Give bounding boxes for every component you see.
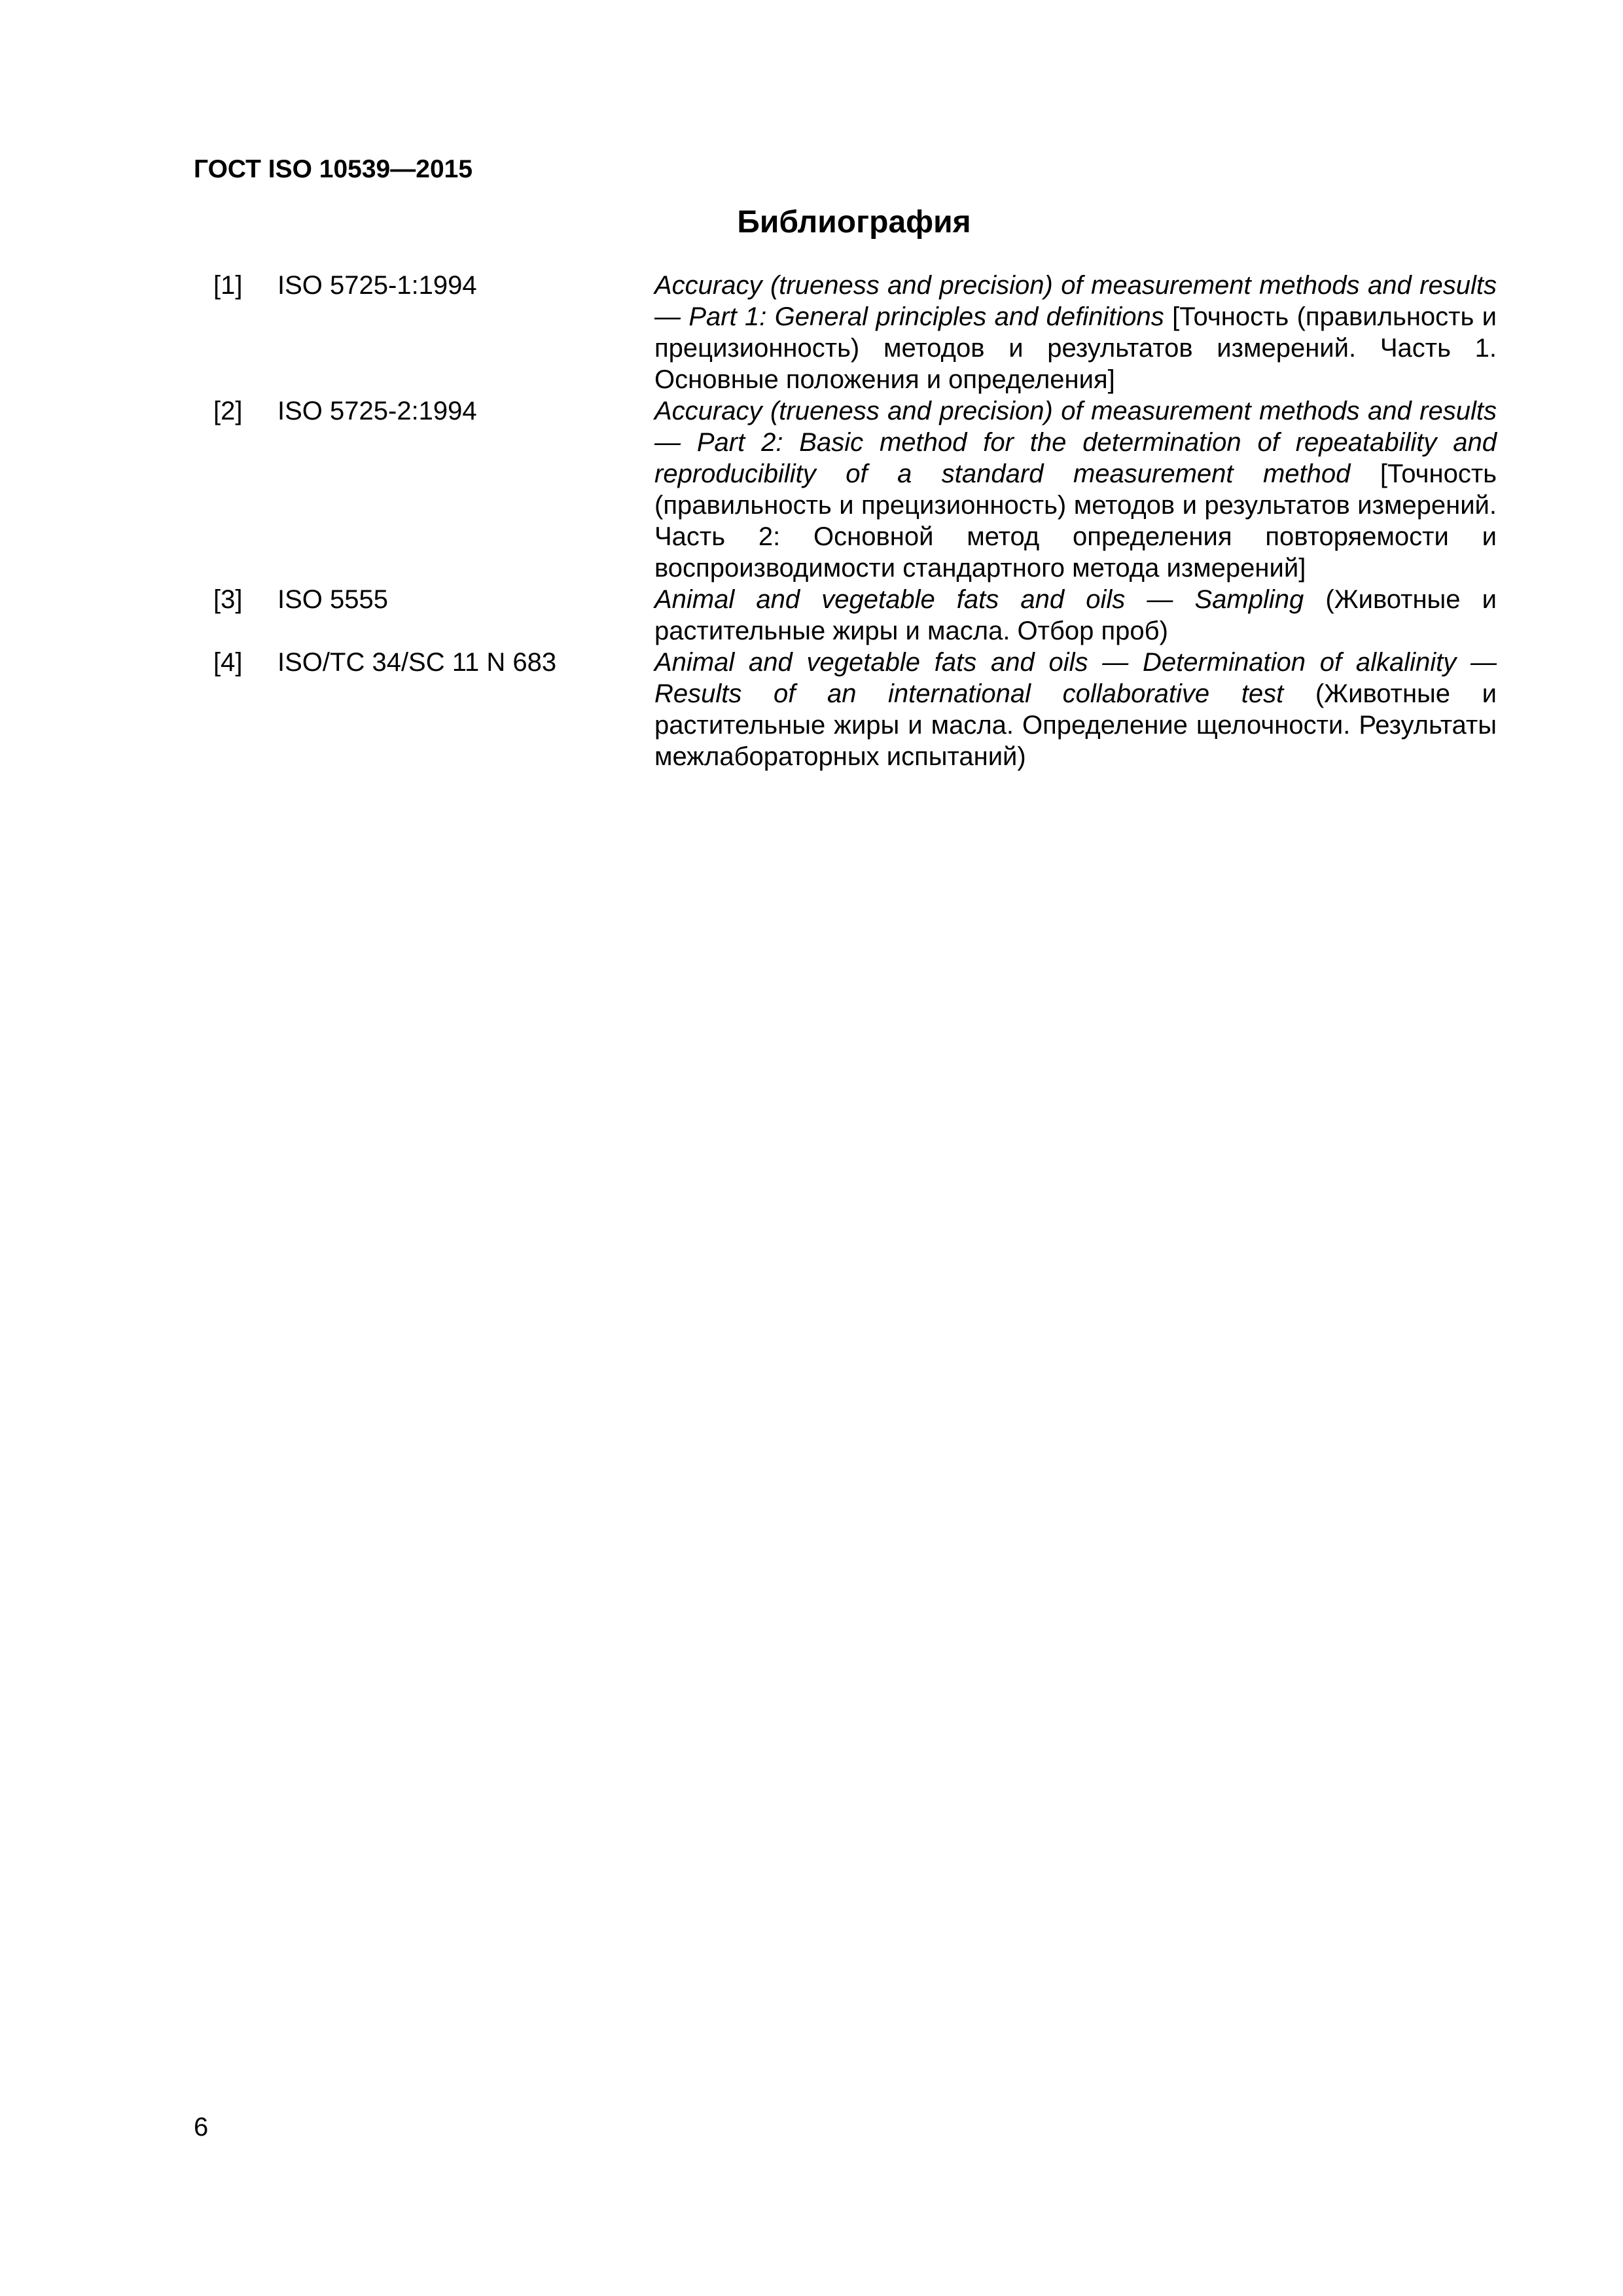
entry-number: [1]	[213, 271, 243, 300]
entry-title-ru: (Животные и растительные жиры и масла. Отбор проб)	[654, 585, 1497, 645]
entry-title-ru: [Точность (правильность и прецизионность) методов и результатов измерений. Часть 2: Основной метод определения повторяемости и воспроизводимости стандартного метода измерений]	[654, 459, 1497, 583]
entry-code: ISO 5725-1:1994	[277, 271, 477, 300]
entry-title-en: Animal and vegetable fats and oils — Determination of alkalinity — Results of an international collaborative test	[654, 648, 1497, 708]
entry-title-en: Accuracy (trueness and precision) of measurement methods and results — Part 1: General principles and definitions	[654, 271, 1497, 331]
entry-number: [2]	[213, 397, 243, 425]
entry-title-en: Animal and vegetable fats and oils — Sampling	[654, 585, 1304, 614]
entry-number: [4]	[213, 648, 243, 677]
entry-title-ru: [Точность (правильность и прецизионность) методов и результатов измерений. Часть 1. Основные положения и определения]	[654, 302, 1497, 394]
entry-code: ISO/TC 34/SC 11 N 683	[277, 648, 557, 677]
page-number: 6	[194, 2113, 209, 2142]
entry-code: ISO 5725-2:1994	[277, 397, 477, 425]
entry-title-ru: (Животные и растительные жиры и масла. Определение щелочности. Результаты межлабораторных испытаний)	[654, 679, 1497, 771]
bibliography-list	[0, 270, 1623, 772]
entry-number: [3]	[213, 585, 243, 614]
entry-title-en: Accuracy (trueness and precision) of measurement methods and results — Part 2: Basic method for the determination of repeatability and reproducibility of a standard measurement method	[654, 397, 1497, 488]
document-header: ГОСТ ISO 10539—2015	[194, 155, 473, 183]
entry-description	[654, 395, 1497, 584]
entry-description	[654, 584, 1497, 647]
bibliography-entry	[0, 584, 1623, 647]
entry-description	[654, 647, 1497, 772]
section-title: Библиография	[737, 205, 971, 240]
bibliography-entry	[0, 395, 1623, 584]
bibliography-entry	[0, 270, 1623, 395]
entry-description	[654, 270, 1497, 395]
bibliography-entry	[0, 647, 1623, 772]
entry-code: ISO 5555	[277, 585, 389, 614]
